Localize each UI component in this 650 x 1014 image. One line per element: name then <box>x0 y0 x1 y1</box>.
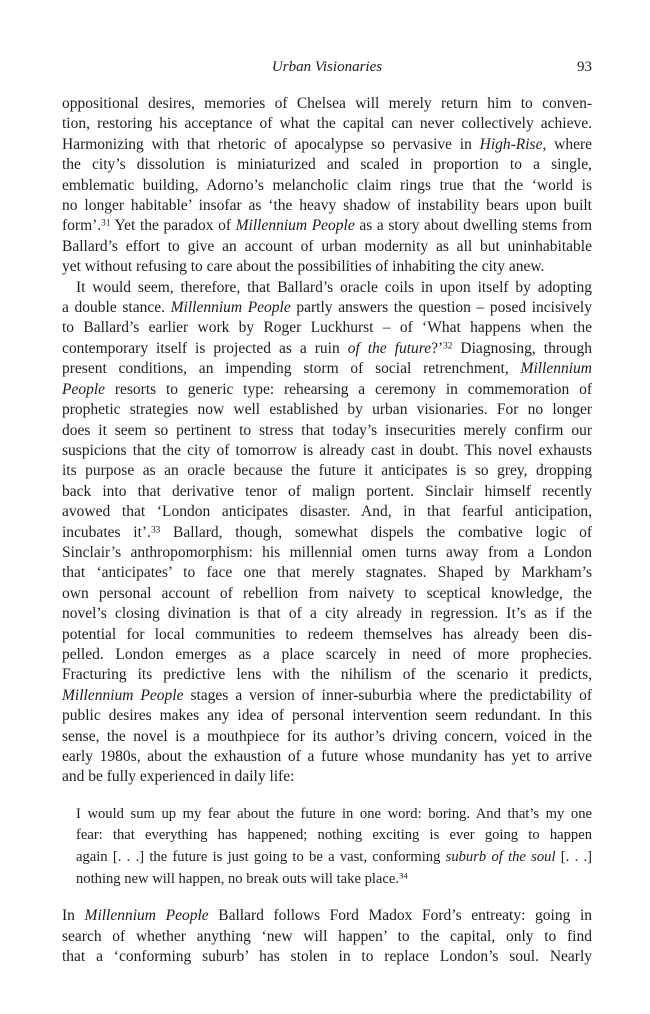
italic-title: Millennium People <box>170 299 291 317</box>
text-line: that ‘anticipates’ to face one that merely stagnates. Shaped by Markham’s <box>62 564 592 582</box>
text-line: oppositional desires, memories of Chelsea will merely return him to conven- <box>62 95 592 112</box>
block-quote <box>62 804 592 890</box>
text-line: pelled. London emerges as a place scarcely in need of more prophecies. <box>62 645 592 663</box>
text-line: Harmonizing with that rhetoric of apocalypse so pervasive in High-Rise, where <box>62 135 592 153</box>
text-line: early 1980s, about the exhaustion of a future whose mundanity has yet to arrive <box>62 748 592 765</box>
spacer <box>62 788 592 804</box>
text-line: avowed that ‘London anticipates disaster. And, in that fearful anticipation, <box>62 503 592 521</box>
footnote-marker: 33 <box>150 524 161 535</box>
quote-line: again [. . .] the future is just going to be a vast, conforming suburb of the soul [. . .] <box>76 849 592 865</box>
italic-phrase: of the future <box>347 339 432 357</box>
paragraph-1 <box>62 94 592 278</box>
text-line: suspicions that the city of tomorrow is already cast in doubt. This novel exhausts <box>62 441 592 459</box>
quote-line: I would sum up my fear about the future in one word: boring. And that’s my one <box>76 805 592 822</box>
paragraph-3 <box>62 906 592 967</box>
text-line: to Ballard’s earlier work by Roger Luckhurst – of ‘What happens when the <box>62 319 592 337</box>
body-text <box>62 94 592 967</box>
paragraph-2 <box>62 278 592 788</box>
text-line: Fracturing its predictive lens with the nihilism of the scenario it predicts, <box>62 666 592 684</box>
text-line: yet without refusing to care about the possibilities of inhabiting the city anew. <box>62 258 545 276</box>
text-line: own personal account of rebellion from naivety to sceptical knowledge, the <box>62 584 592 602</box>
page-number: 93 <box>577 59 592 75</box>
text-line: present conditions, an impending storm of social retrenchment, Millennium <box>62 360 592 378</box>
italic-title: Millennium People <box>84 907 209 925</box>
text-line: emblematic building, Adorno’s melancholic claim rings true that the ‘world is <box>62 176 592 194</box>
text-line: and be fully experienced in daily life: <box>62 768 295 786</box>
text-line: Millennium People stages a version of inner-suburbia where the predictability of <box>62 686 593 704</box>
quote-line: nothing new will happen, no break outs will take place.$^{34}$ <box>76 870 408 887</box>
text-line: Sinclair’s anthropomorphism: his millennial omen turns away from a London <box>62 543 592 561</box>
running-title: Urban Visionaries <box>271 59 383 75</box>
text-line: does it seem so pertinent to stress that today’s insecurities merely confirm our <box>62 421 592 439</box>
text-line: search of whether anything ‘new will happen’ to the capital, only to find <box>62 927 592 945</box>
text-line: potential for local communities to redeem themselves has already been dis- <box>62 625 592 643</box>
italic-title: Millennium People <box>235 217 355 235</box>
text-line: that a ‘conforming suburb’ has stolen in to replace London’s soul. Nearly <box>62 948 592 965</box>
text-line: It would seem, therefore, that Ballard’s oracle coils in upon itself by adopting <box>76 278 592 296</box>
text-line: novel’s closing divination is that of a city already in regression. It’s as if the <box>62 605 592 623</box>
text-line: prophetic strategies now well established by urban visionaries. For no longer <box>62 401 592 419</box>
text-line: tion, restoring his acceptance of what the capital can never collectively achieve. <box>62 115 592 133</box>
text-line: sense, the novel is a mouthpiece for its author’s driving concern, voiced in the <box>62 727 592 745</box>
text-line: the city’s dissolution is miniaturized and scaled in proportion to a single, <box>62 156 592 174</box>
text-line: In Millennium People Ballard follows Ford Madox Ford’s entreaty: going in <box>62 907 592 925</box>
text-line: public desires makes any idea of personal intervention seem redundant. In this <box>62 707 592 725</box>
footnote-marker: 34 <box>399 870 408 881</box>
text-line: contemporary itself is projected as a ruin of the future?’$^{32}$ Diagnosing, through <box>62 339 592 357</box>
text-line: no longer habitable’ insofar as ‘the heavy shadow of instability bears upon built <box>62 197 592 215</box>
italic-title: People <box>62 380 106 398</box>
italic-phrase: suburb of the soul <box>445 849 556 865</box>
text-line: its purpose as an oracle because the future it anticipates is so grey, dropping <box>62 462 592 480</box>
text-line: Ballard’s effort to give an account of urban modernity as all but uninhabitable <box>62 237 592 255</box>
quote-line: fear: that everything has happened; nothing exciting is ever going to happen <box>76 827 592 844</box>
footnote-marker: 32 <box>443 341 453 352</box>
italic-title: Millennium <box>520 360 592 378</box>
text-line: back into that derivative tenor of malign portent. Sinclair himself recently <box>62 482 592 500</box>
text-line: a double stance. Millennium People partly answers the question – posed incisively <box>62 299 592 317</box>
italic-title: Millennium People <box>62 686 184 704</box>
text-line: incubates it’.$^{33}$ Ballard, though, somewhat dispels the combative logic of <box>62 523 592 541</box>
text-line: People resorts to generic type: rehearsing a ceremony in commemoration of <box>62 380 592 398</box>
footnote-marker: 31 <box>101 218 111 229</box>
italic-title: High-Rise <box>479 135 543 153</box>
spacer <box>62 890 592 906</box>
text-line: form’.$^{31}$ Yet the paradox of Millennium People as a story about dwelling stems from <box>62 217 592 235</box>
